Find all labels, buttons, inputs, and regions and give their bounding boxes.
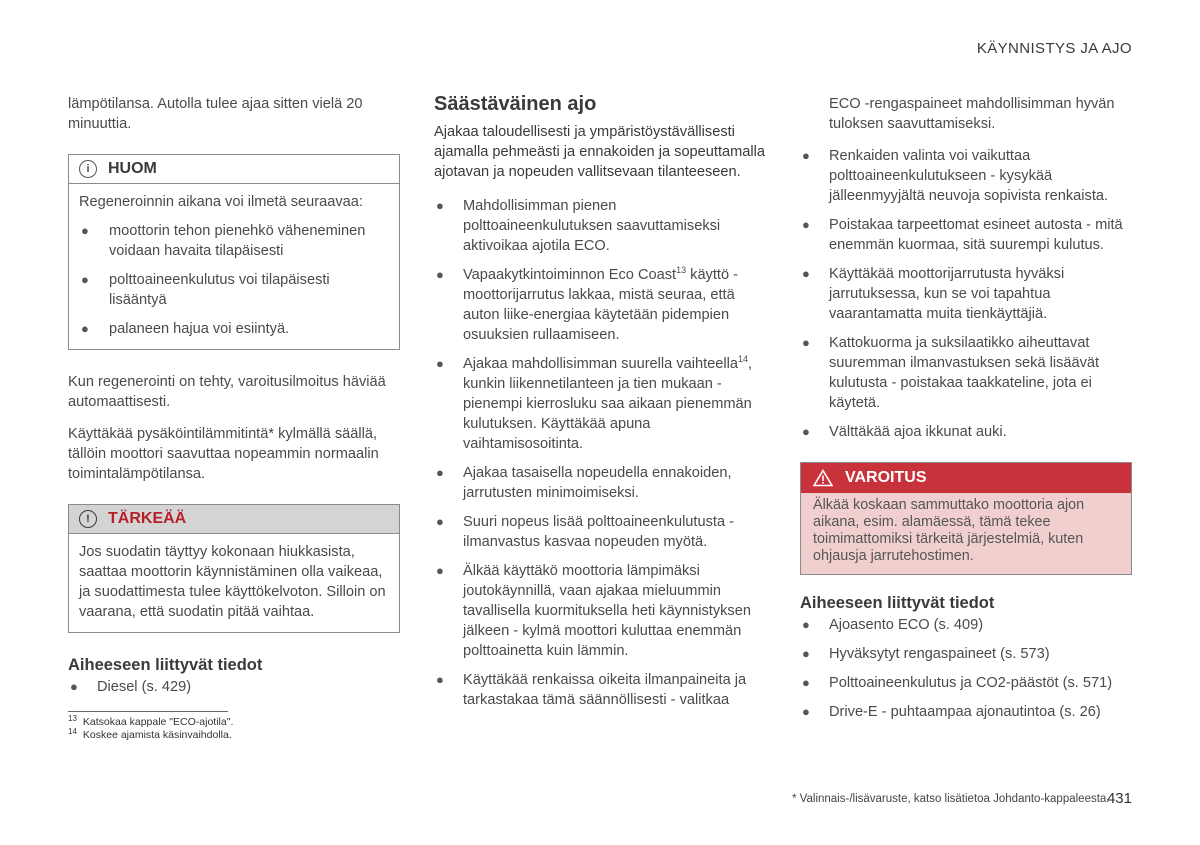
- list-item-text: Käyttäkää renkaissa oikeita ilmanpaineita ja tarkastakaa tämä säännöllisesti - valitkaa: [463, 672, 747, 708]
- bullet-icon: ●: [436, 356, 444, 371]
- footnote-ref: 14: [738, 354, 749, 365]
- note-intro: Regeneroinnin aikana voi ilmetä seuraavaa:: [79, 194, 363, 210]
- related-link[interactable]: Hyväksytyt rengaspaineet (s. 573): [829, 646, 1050, 662]
- list-item: [434, 512, 766, 552]
- bullet-icon: ●: [81, 321, 89, 336]
- important-box: [68, 504, 400, 633]
- bullet-icon: ●: [81, 272, 89, 287]
- related-item[interactable]: [800, 644, 1132, 664]
- related-item[interactable]: [68, 677, 400, 697]
- note-box-body: [69, 184, 399, 349]
- list-item: [434, 354, 766, 454]
- related-item[interactable]: [800, 673, 1132, 693]
- list-item-text: moottorin tehon pienehkö väheneminen voidaan havaita tilapäisesti: [109, 223, 366, 259]
- page-number: 431: [1106, 790, 1132, 807]
- accessory-note: * Valinnais-/lisävaruste, katso lisätietoa Johdanto-kappaleesta.: [792, 793, 1110, 805]
- bullet-icon: ●: [802, 704, 810, 719]
- related-heading: Aiheeseen liittyvät tiedot: [800, 594, 995, 612]
- column-1: [68, 94, 400, 706]
- important-box-header: [69, 505, 399, 534]
- exclamation-icon: !: [79, 510, 97, 528]
- related-heading: Aiheeseen liittyvät tiedot: [68, 656, 263, 674]
- important-box-title: TÄRKEÄÄ: [108, 510, 187, 527]
- bullet-icon: ●: [70, 679, 78, 694]
- bullet-icon: ●: [436, 672, 444, 687]
- list-item: [79, 319, 389, 339]
- list-item-text: Ajakaa tasaisella nopeudella ennakoiden, jarrutusten minimoimiseksi.: [463, 465, 732, 501]
- info-icon: i: [79, 160, 97, 178]
- note-list: [79, 221, 389, 339]
- intro-paragraph: Ajakaa taloudellisesti ja ympäristöystävällisesti ajamalla pehmeästi ja ennakoiden ja sopeuttamalla ajotavan ja nopeuden vallitsevaan tilanteeseen.: [434, 124, 766, 180]
- list-item: [434, 670, 766, 710]
- column-3: [800, 94, 1132, 731]
- important-box-body: [69, 534, 399, 632]
- list-item: [434, 463, 766, 503]
- related-link[interactable]: Polttoaineenkulutus ja CO2-päästöt (s. 571): [829, 675, 1113, 691]
- footnote: $^{14}$ Koskee ajamista käsinvaihdolla.: [68, 726, 232, 741]
- list-item: [434, 265, 766, 345]
- list-item: [800, 146, 1132, 206]
- list-item: [434, 561, 766, 661]
- list-item-text: Kattokuorma ja suksilaatikko aiheuttavat suuremman ilmanvastuksen sekä lisäävät kulutusta - poistakaa taakkateline, jota ei käytetä.: [829, 335, 1100, 411]
- paragraph: lämpötilansa. Autolla tulee ajaa sitten vielä 20 minuuttia.: [68, 96, 363, 132]
- tips-list: [800, 146, 1132, 442]
- list-item-text: polttoaineenkulutus voi tilapäisesti lisääntyä: [109, 272, 330, 308]
- related-link[interactable]: Drive-E - puhtaampaa ajonautintoa (s. 26): [829, 704, 1101, 720]
- list-item-text: Älkää käyttäkö moottoria lämpimäksi joutokäynnillä, vaan ajakaa mieluummin tavallisella kuormituksella heti käynnistyksen jälkeen - kylmä moottori kuluttaa enemmän polttoainetta kuin lämmin.: [463, 563, 751, 659]
- note-box: [68, 154, 400, 350]
- bullet-icon: ●: [802, 675, 810, 690]
- footnote-ref: 13: [676, 265, 687, 276]
- bullet-icon: ●: [802, 617, 810, 632]
- warning-triangle-icon: [813, 469, 833, 487]
- list-item-text: Poistakaa tarpeettomat esineet autosta - mitä enemmän kuormaa, sitä suurempi kulutus.: [829, 217, 1123, 253]
- bullet-icon: ●: [436, 563, 444, 578]
- bullet-icon: ●: [802, 335, 810, 350]
- warning-box: [800, 462, 1132, 575]
- list-item: [800, 333, 1132, 413]
- bullet-icon: ●: [802, 148, 810, 163]
- paragraph: Kun regenerointi on tehty, varoitusilmoitus häviää automaattisesti.: [68, 374, 386, 410]
- related-link[interactable]: Ajoasento ECO (s. 409): [829, 617, 984, 633]
- paragraph: Käyttäkää pysäköintilämmitintä* kylmällä säällä, tällöin moottori saavuttaa nopeammin normaalin toimintalämpötilansa.: [68, 426, 379, 482]
- list-item: [800, 215, 1132, 255]
- list-item-text: Käyttäkää moottorijarrutusta hyväksi jarrutuksessa, kun se voi tapahtua vaarantamatta muita tienkäyttäjiä.: [829, 266, 1065, 322]
- column-2: [434, 92, 766, 719]
- warning-box-body: [801, 493, 1131, 574]
- list-item-text: Välttäkää ajoa ikkunat auki.: [829, 424, 1007, 440]
- note-box-header: [69, 155, 399, 184]
- list-item-text: Suuri nopeus lisää polttoaineenkulutusta - ilmanvastus kasvaa nopeuden myötä.: [463, 514, 734, 550]
- list-item-text: Renkaiden valinta voi vaikuttaa polttoaineenkulutukseen - kysykää jälleenmyyjältä neuvoja sopivista renkaista.: [829, 148, 1109, 204]
- related-item[interactable]: [800, 702, 1132, 722]
- bullet-icon: ●: [436, 514, 444, 529]
- related-link[interactable]: Diesel (s. 429): [97, 679, 192, 695]
- list-item: [800, 422, 1132, 442]
- related-item[interactable]: [800, 615, 1132, 635]
- bullet-icon: ●: [802, 217, 810, 232]
- list-item: [434, 196, 766, 256]
- continuation-paragraph: ECO -rengaspaineet mahdollisimman hyvän tuloksen saavuttamiseksi.: [829, 96, 1115, 132]
- footnotes: [68, 713, 234, 742]
- warning-box-title: VAROITUS: [845, 469, 927, 486]
- list-item-text: palaneen hajua voi esiintyä.: [109, 321, 290, 337]
- section-title: Säästäväinen ajo: [434, 93, 597, 115]
- bullet-icon: ●: [802, 266, 810, 281]
- list-item: [800, 264, 1132, 324]
- related-list: [800, 615, 1132, 722]
- warning-box-header: [801, 463, 1131, 493]
- list-item: [79, 221, 389, 261]
- list-item-text: Mahdollisimman pienen polttoaineenkulutuksen saavuttamiseksi aktivoikaa ajotila ECO.: [463, 198, 721, 254]
- bullet-icon: ●: [81, 223, 89, 238]
- bullet-icon: ●: [436, 267, 444, 282]
- bullet-icon: ●: [436, 465, 444, 480]
- bullet-icon: ●: [802, 646, 810, 661]
- list-item-text: Vapaakytkintoiminnon Eco Coast$^{13}$ käyttö - moottorijarrutus lakkaa, mistä seuraa, että auton liike-energiaa käytetään pidempien osuuksien rullaamiseen.: [463, 265, 738, 343]
- bullet-icon: ●: [802, 424, 810, 439]
- important-text: Jos suodatin täyttyy kokonaan hiukkasista, saattaa moottorin käynnistäminen olla vaikeaa, ja suodattimesta tulee käyttökelvoton. Silloin on vaarana, että suodatin pitää vaihtaa.: [79, 544, 386, 620]
- section-header: KÄYNNISTYS JA AJO: [976, 40, 1132, 57]
- warning-text: Älkää koskaan sammuttako moottoria ajon aikana, esim. alamäessä, tämä tekee toimimattomiksi tärkeitä järjestelmiä, kuten ohjausja jarrutehostimen.: [813, 497, 1085, 564]
- related-list: [68, 677, 400, 697]
- footnote-divider: [68, 711, 228, 712]
- note-box-title: HUOM: [108, 160, 157, 177]
- list-item-text: Ajakaa mahdollisimman suurella vaihteella$^{14}$, kunkin liikennetilanteen ja tien mukaan - pienempi kierrosluku saa aikaan pienemmän kulutuksen. Käyttäkää apuna vaihtamisosoitinta.: [463, 354, 753, 452]
- footnote: $^{13}$ Katsokaa kappale "ECO-ajotila".: [68, 713, 234, 728]
- list-item: [79, 270, 389, 310]
- tips-list: [434, 196, 766, 710]
- bullet-icon: ●: [436, 198, 444, 213]
